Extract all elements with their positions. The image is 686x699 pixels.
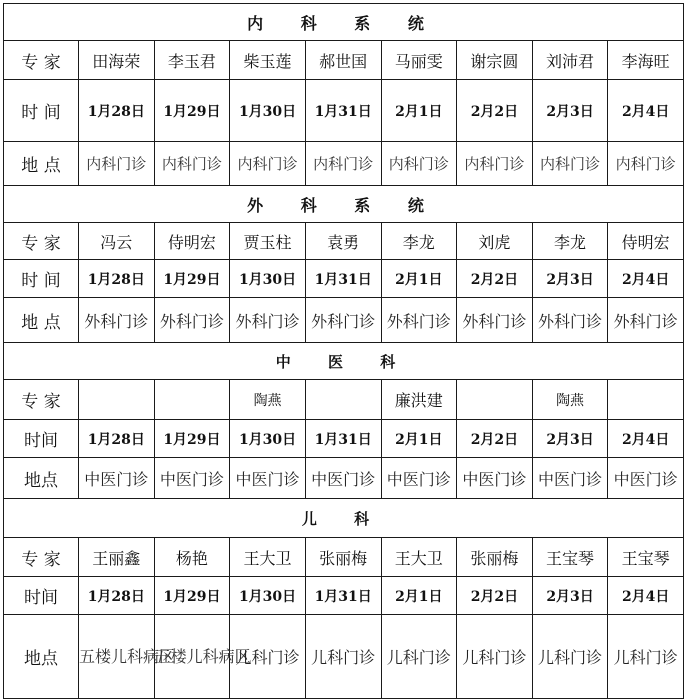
expert-name: 李龙 — [381, 223, 457, 260]
date-cell: 2月3日 — [532, 80, 608, 142]
date-cell: 2月2日 — [457, 80, 533, 142]
date-cell: 2月4日 — [608, 420, 684, 458]
place-label: 地 点 — [4, 298, 79, 343]
date-cell: 2月2日 — [457, 577, 533, 615]
date-cell: 1月28日 — [79, 420, 155, 458]
place-cell: 五楼儿科病区 — [79, 615, 155, 699]
expert-name: 杨艳 — [154, 538, 230, 577]
expert-name: 冯云 — [79, 223, 155, 260]
place-cell: 儿科门诊 — [381, 615, 457, 699]
expert-name: 王宝琴 — [532, 538, 608, 577]
schedule-table — [3, 3, 684, 699]
section-title: 中 医 科 — [4, 343, 684, 380]
expert-name: 侍明宏 — [608, 223, 684, 260]
time-label: 时间 — [4, 420, 79, 458]
place-cell: 中医门诊 — [381, 458, 457, 499]
expert-name: 袁勇 — [305, 223, 381, 260]
date-cell: 1月31日 — [305, 577, 381, 615]
section-title: 外 科 系 统 — [4, 186, 684, 223]
expert-label: 专 家 — [4, 223, 79, 260]
date-cell: 1月29日 — [154, 420, 230, 458]
place-cell: 内科门诊 — [457, 142, 533, 186]
place-cell: 内科门诊 — [608, 142, 684, 186]
time-label: 时 间 — [4, 260, 79, 298]
date-cell: 1月31日 — [305, 420, 381, 458]
date-cell: 2月2日 — [457, 420, 533, 458]
section-header-row — [4, 186, 684, 223]
date-cell: 2月4日 — [608, 80, 684, 142]
expert-label: 专 家 — [4, 41, 79, 80]
expert-row — [4, 223, 684, 260]
date-cell: 2月1日 — [381, 577, 457, 615]
expert-name: 王大卫 — [381, 538, 457, 577]
place-row — [4, 142, 684, 186]
place-cell: 内科门诊 — [79, 142, 155, 186]
expert-name: 张丽梅 — [305, 538, 381, 577]
expert-name: 王大卫 — [230, 538, 306, 577]
expert-name: 陶燕 — [532, 380, 608, 420]
date-row — [4, 80, 684, 142]
date-cell: 1月31日 — [305, 260, 381, 298]
place-row — [4, 615, 684, 699]
expert-name: 贾玉柱 — [230, 223, 306, 260]
expert-name: 张丽梅 — [457, 538, 533, 577]
expert-name: 王丽鑫 — [79, 538, 155, 577]
date-cell: 2月3日 — [532, 420, 608, 458]
place-cell: 中医门诊 — [608, 458, 684, 499]
date-cell: 1月29日 — [154, 80, 230, 142]
place-label: 地点 — [4, 615, 79, 699]
expert-name: 柴玉莲 — [230, 41, 306, 80]
place-cell: 外科门诊 — [230, 298, 306, 343]
place-cell: 中医门诊 — [79, 458, 155, 499]
place-cell: 中医门诊 — [532, 458, 608, 499]
expert-name — [154, 380, 230, 420]
place-cell: 内科门诊 — [532, 142, 608, 186]
expert-name: 廉洪建 — [381, 380, 457, 420]
place-row — [4, 298, 684, 343]
place-cell: 儿科门诊 — [532, 615, 608, 699]
expert-label: 专 家 — [4, 380, 79, 420]
date-cell: 2月2日 — [457, 260, 533, 298]
place-cell: 中医门诊 — [305, 458, 381, 499]
date-cell: 1月28日 — [79, 80, 155, 142]
section-header-row — [4, 499, 684, 538]
place-cell: 中医门诊 — [230, 458, 306, 499]
expert-name: 李玉君 — [154, 41, 230, 80]
date-cell: 2月4日 — [608, 577, 684, 615]
place-cell: 外科门诊 — [154, 298, 230, 343]
expert-name: 陶燕 — [230, 380, 306, 420]
expert-row — [4, 538, 684, 577]
expert-name: 田海荣 — [79, 41, 155, 80]
place-cell: 外科门诊 — [532, 298, 608, 343]
expert-name: 刘沛君 — [532, 41, 608, 80]
expert-row — [4, 380, 684, 420]
expert-name — [79, 380, 155, 420]
date-cell: 2月3日 — [532, 577, 608, 615]
place-label: 地点 — [4, 458, 79, 499]
date-cell: 1月28日 — [79, 260, 155, 298]
time-label: 时 间 — [4, 80, 79, 142]
place-cell: 内科门诊 — [305, 142, 381, 186]
place-cell: 外科门诊 — [305, 298, 381, 343]
place-cell: 中医门诊 — [457, 458, 533, 499]
expert-name: 李龙 — [532, 223, 608, 260]
section-header-row — [4, 343, 684, 380]
date-cell: 2月4日 — [608, 260, 684, 298]
date-cell: 2月1日 — [381, 420, 457, 458]
date-cell: 1月30日 — [230, 80, 306, 142]
expert-name: 侍明宏 — [154, 223, 230, 260]
place-cell: 外科门诊 — [608, 298, 684, 343]
date-cell: 1月30日 — [230, 420, 306, 458]
section-header-row — [4, 4, 684, 41]
date-cell: 2月1日 — [381, 260, 457, 298]
expert-name — [305, 380, 381, 420]
date-cell: 1月28日 — [79, 577, 155, 615]
expert-name: 谢宗圆 — [457, 41, 533, 80]
date-cell: 1月30日 — [230, 260, 306, 298]
date-row — [4, 420, 684, 458]
place-cell: 内科门诊 — [230, 142, 306, 186]
date-row — [4, 260, 684, 298]
section-title: 儿 科 — [4, 499, 684, 538]
date-cell: 1月30日 — [230, 577, 306, 615]
date-cell: 1月29日 — [154, 577, 230, 615]
section-title: 内 科 系 统 — [4, 4, 684, 41]
date-cell: 2月1日 — [381, 80, 457, 142]
expert-name: 王宝琴 — [608, 538, 684, 577]
place-cell: 儿科门诊 — [305, 615, 381, 699]
date-cell: 2月3日 — [532, 260, 608, 298]
time-label: 时间 — [4, 577, 79, 615]
place-cell: 儿科门诊 — [230, 615, 306, 699]
place-cell: 外科门诊 — [79, 298, 155, 343]
expert-name: 郝世国 — [305, 41, 381, 80]
expert-name: 刘虎 — [457, 223, 533, 260]
place-cell: 儿科门诊 — [457, 615, 533, 699]
expert-name — [457, 380, 533, 420]
place-cell: 内科门诊 — [381, 142, 457, 186]
expert-name: 李海旺 — [608, 41, 684, 80]
date-row — [4, 577, 684, 615]
date-cell: 1月31日 — [305, 80, 381, 142]
expert-name — [608, 380, 684, 420]
place-cell: 内科门诊 — [154, 142, 230, 186]
place-cell: 儿科门诊 — [608, 615, 684, 699]
place-row — [4, 458, 684, 499]
date-cell: 1月29日 — [154, 260, 230, 298]
place-cell: 外科门诊 — [457, 298, 533, 343]
place-cell: 中医门诊 — [154, 458, 230, 499]
place-label: 地 点 — [4, 142, 79, 186]
place-cell: 外科门诊 — [381, 298, 457, 343]
expert-row — [4, 41, 684, 80]
expert-name: 马丽雯 — [381, 41, 457, 80]
expert-label: 专 家 — [4, 538, 79, 577]
place-cell: 五楼儿科病区 — [154, 615, 230, 699]
